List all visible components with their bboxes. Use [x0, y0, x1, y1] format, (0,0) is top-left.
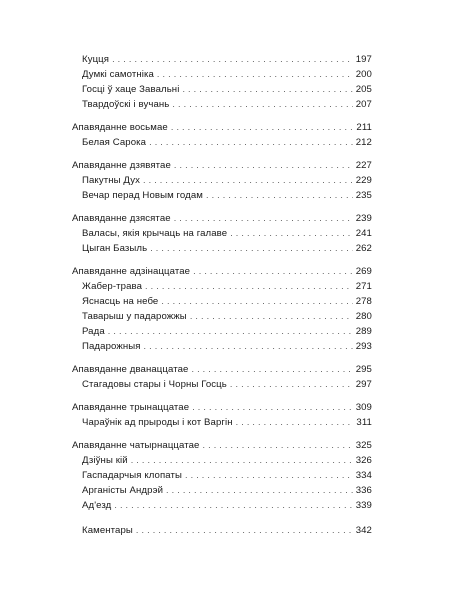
dot-leader [172, 97, 352, 112]
toc-entry-page: 271 [355, 281, 372, 292]
toc-entry[interactable] [72, 339, 372, 354]
toc-entry-title: Белая Сарока [82, 137, 147, 148]
dot-leader [171, 120, 354, 135]
toc-entry-page: 311 [356, 417, 372, 428]
dot-leader [145, 279, 353, 294]
dot-leader [114, 498, 352, 513]
toc-section-page: 309 [355, 402, 372, 413]
dot-leader [143, 173, 353, 188]
toc-entry[interactable] [72, 415, 372, 430]
toc-section-page: 325 [355, 440, 372, 451]
dot-leader [182, 82, 352, 97]
toc-section-12 [72, 362, 372, 392]
dot-leader [193, 264, 353, 279]
toc-entry[interactable] [72, 188, 372, 203]
dot-leader [161, 294, 352, 309]
toc-entry-page: 289 [355, 326, 372, 337]
toc-entry[interactable] [72, 82, 372, 97]
toc-entry[interactable] [72, 309, 372, 324]
toc-section-13 [72, 400, 372, 430]
dot-leader [174, 211, 353, 226]
toc-entry[interactable] [72, 67, 372, 82]
toc-entry-title: Рада [82, 326, 105, 337]
toc-entry-title: Цыган Базыль [82, 243, 148, 254]
toc-entry[interactable] [72, 453, 372, 468]
toc-entry-title: Ад'езд [82, 500, 112, 511]
toc-section-page: 211 [356, 122, 372, 133]
dot-leader [203, 438, 353, 453]
toc-entry-page: 280 [355, 311, 372, 322]
toc-entry[interactable] [72, 468, 372, 483]
toc-entry[interactable] [72, 97, 372, 112]
dot-leader [157, 67, 353, 82]
toc-entry-title: Жабер-трава [82, 281, 143, 292]
toc-entry-page: 339 [355, 500, 372, 511]
toc-entry-title: Думкі самотніка [82, 69, 154, 80]
toc-entry-page: 235 [355, 190, 372, 201]
toc-section-11 [72, 264, 372, 354]
toc-entry[interactable] [72, 377, 372, 392]
dot-leader [131, 453, 353, 468]
toc-section-title: Апавяданне дзявятае [72, 160, 171, 171]
toc-entry-page: 262 [355, 243, 372, 254]
toc-entry[interactable] [72, 241, 372, 256]
toc-section-title: Апавяданне восьмае [72, 122, 168, 133]
toc-entry[interactable] [72, 324, 372, 339]
toc-section-title: Апавяданне адзінаццатае [72, 266, 191, 277]
toc-entry-page: 297 [355, 379, 372, 390]
toc-entry-title: Таварыш у падарожжы [82, 311, 187, 322]
dot-leader [136, 523, 353, 538]
toc-entry-title: Чараўнік ад прыроды і кот Варгін [82, 417, 233, 428]
toc-section-8 [72, 120, 372, 150]
dot-leader [191, 362, 352, 377]
toc-entry-title: Госці ў хаце Завальні [82, 84, 180, 95]
toc-entry[interactable] [72, 135, 372, 150]
toc-entry-title: Арганісты Андрэй [82, 485, 164, 496]
toc-section-title: Апавяданне трынаццатае [72, 402, 190, 413]
dot-leader [230, 226, 353, 241]
toc-section-title: Апавяданне дванаццатае [72, 364, 189, 375]
toc-section-heading[interactable] [72, 211, 372, 226]
dot-leader [149, 135, 353, 150]
toc-section-page: 269 [355, 266, 372, 277]
toc-entry-title: Стагадовы стары і Чорны Госць [82, 379, 227, 390]
toc-entry[interactable] [72, 279, 372, 294]
toc-entry-page: 207 [355, 99, 372, 110]
toc-section-page: 239 [355, 213, 372, 224]
toc-entry-page: 212 [355, 137, 372, 148]
toc-entry-page: 326 [355, 455, 372, 466]
toc-entry[interactable] [72, 523, 372, 538]
toc-section-9 [72, 158, 372, 203]
dot-leader [192, 400, 353, 415]
toc-section-heading[interactable] [72, 438, 372, 453]
toc-entry[interactable] [72, 498, 372, 513]
toc-section-heading[interactable] [72, 400, 372, 415]
toc-entry-title: Куцця [82, 54, 110, 65]
toc-entry-page: 197 [355, 54, 372, 65]
toc-section-heading[interactable] [72, 120, 372, 135]
dot-leader [144, 339, 353, 354]
toc-entry[interactable] [72, 483, 372, 498]
toc-entry-title: Яснасць на небе [82, 296, 159, 307]
dot-leader [206, 188, 353, 203]
toc-section-page: 227 [355, 160, 372, 171]
dot-leader [150, 241, 352, 256]
dot-leader [236, 415, 354, 430]
toc-entry-page: 293 [355, 341, 372, 352]
dot-leader [174, 158, 353, 173]
toc-section-10 [72, 211, 372, 256]
toc-section-14 [72, 438, 372, 513]
toc-entry-page: 336 [355, 485, 372, 496]
toc-section-title: Апавяданне дзясятае [72, 213, 171, 224]
toc-entry-title: Гаспадарчыя клопаты [82, 470, 182, 481]
dot-leader [112, 52, 353, 67]
toc-section-page: 295 [355, 364, 372, 375]
toc-entry-page: 342 [355, 525, 372, 536]
dot-leader [230, 377, 353, 392]
toc-entry[interactable] [72, 226, 372, 241]
toc-entry[interactable] [72, 173, 372, 188]
toc-entry-title: Падарожныя [82, 341, 141, 352]
toc-entry-title: Пакутны Дух [82, 175, 140, 186]
dot-leader [166, 483, 353, 498]
toc-entry-title: Вечар перад Новым годам [82, 190, 203, 201]
dot-leader [190, 309, 353, 324]
toc-entry-title: Дзіўны кій [82, 455, 128, 466]
toc-section-heading[interactable] [72, 158, 372, 173]
toc-entry-page: 241 [355, 228, 372, 239]
toc-section-heading[interactable] [72, 264, 372, 279]
table-of-contents [72, 52, 372, 546]
toc-entry-page: 229 [355, 175, 372, 186]
toc-entry-page: 205 [355, 84, 372, 95]
toc-section-heading[interactable] [72, 362, 372, 377]
toc-comments [72, 523, 372, 538]
toc-section-title: Апавяданне чатырнаццатае [72, 440, 200, 451]
toc-entry-title: Твардоўскі і вучань [82, 99, 170, 110]
dot-leader [185, 468, 353, 483]
toc-entry-title: Валасы, якія крычаць на галаве [82, 228, 228, 239]
toc-entry-title: Каментары [82, 525, 133, 536]
toc-entry-page: 334 [355, 470, 372, 481]
toc-entry-page: 200 [355, 69, 372, 80]
toc-entry-page: 278 [355, 296, 372, 307]
toc-entry[interactable] [72, 52, 372, 67]
toc-entry[interactable] [72, 294, 372, 309]
dot-leader [108, 324, 353, 339]
toc-group-continued [72, 52, 372, 112]
